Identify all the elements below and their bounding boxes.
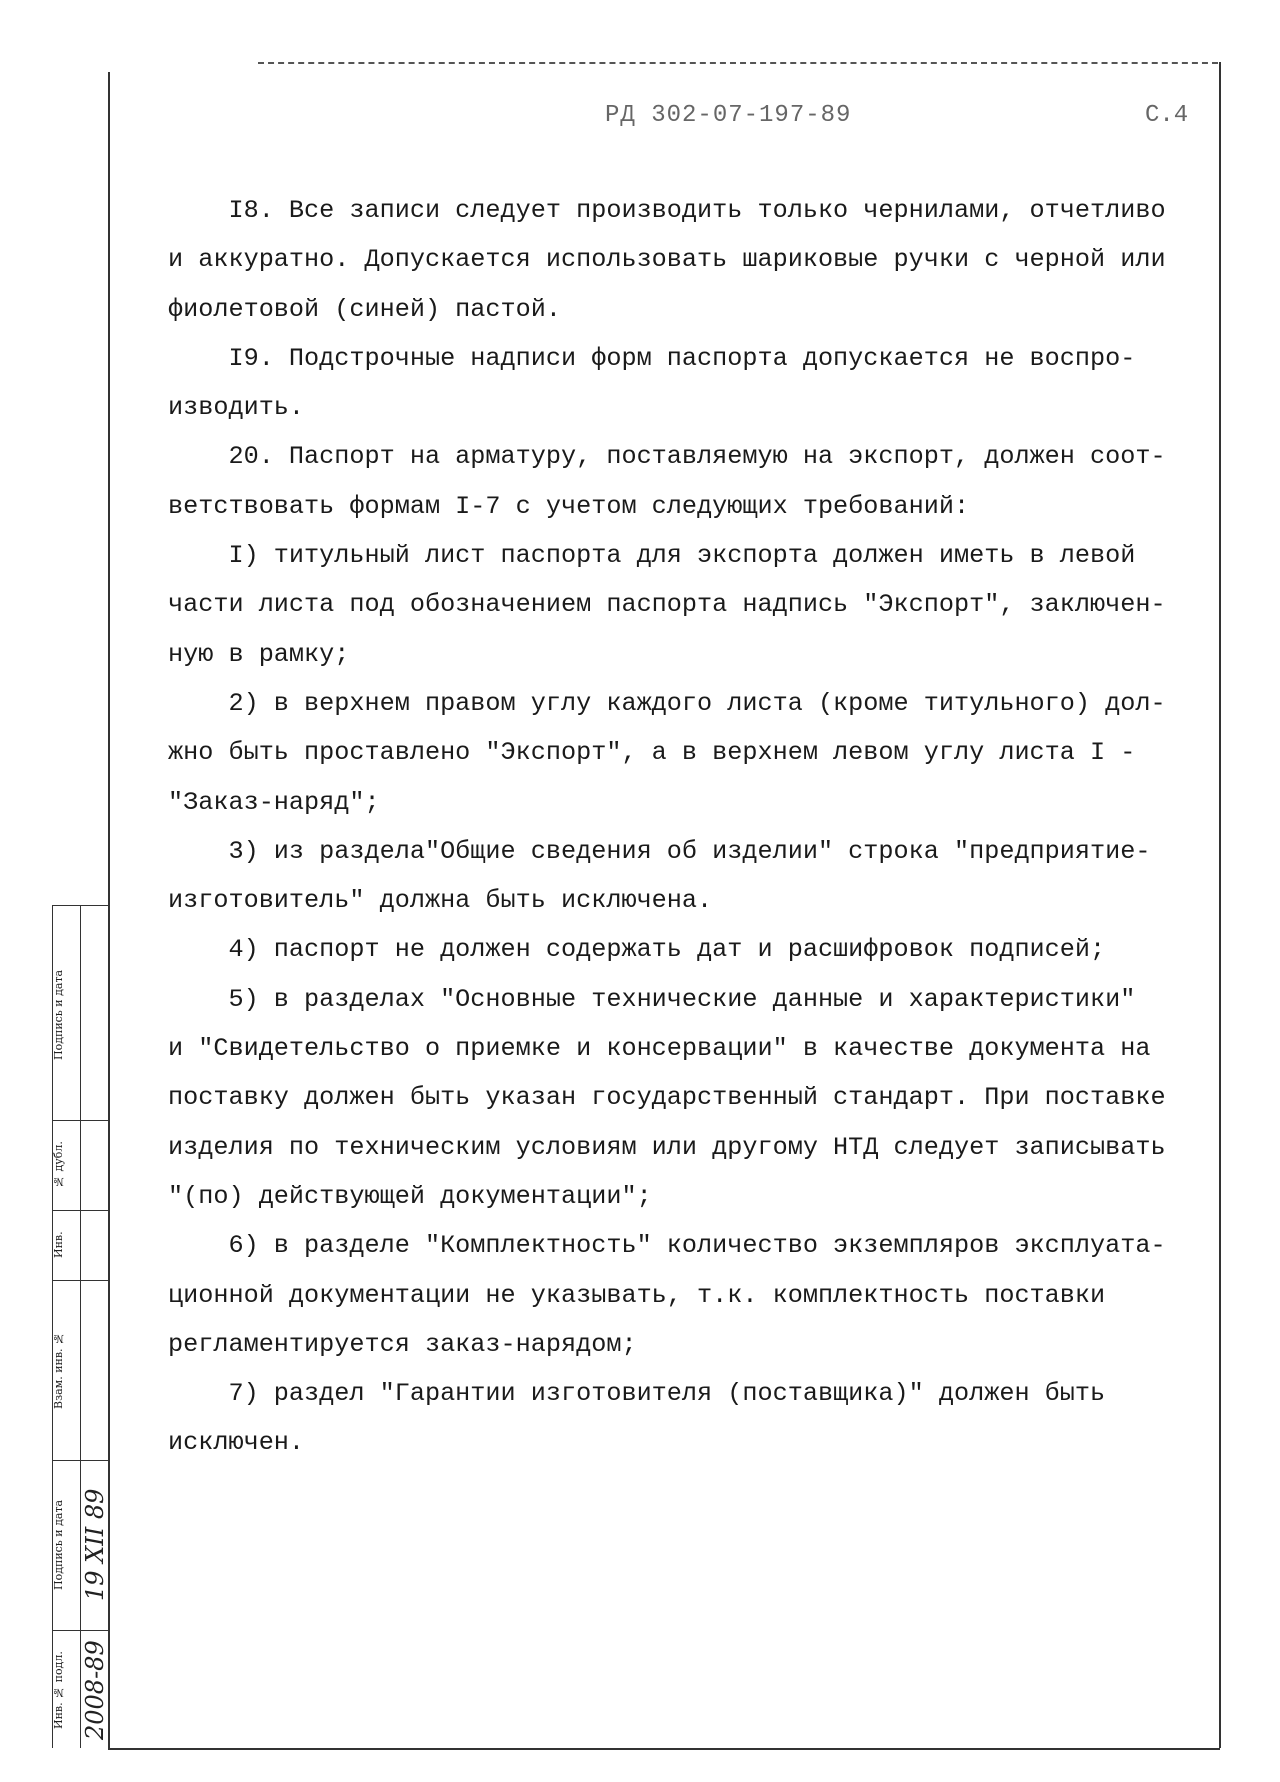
text-line: 2) в верхнем правом углу каждого листа (кроме титульного) дол- [168,688,1166,718]
text-line: части листа под обозначением паспорта надпись "Экспорт", заключен- [168,590,1166,620]
frame-bottom-line [108,1748,1220,1750]
frame-top-line [258,62,1218,64]
frame-right-line [1219,62,1221,1748]
stamp-hline [52,1630,108,1631]
stamp-label-original-inv: Инв. № подл. [52,1651,65,1729]
text-line: жно быть проставлено "Экспорт", а в верхнем левом углу листа I - [168,738,1136,768]
stamp-label-replacement-inv: Взам. инв. № [52,1331,65,1409]
handwritten-inv-number: 2008-89 [81,1640,109,1740]
text-line: изготовитель" должна быть исключена. [168,886,713,916]
stamp-label-signature-date-2: Подпись и дата [52,1499,65,1591]
text-line: 5) в разделах "Основные технические данные и характеристики" [168,984,1136,1014]
text-line: изводить. [168,393,305,423]
stamp-label-signature-date: Подпись и дата [52,969,65,1061]
stamp-label-inv: Инв. [52,1231,65,1259]
stamp-label-dupl-inv: № дубл. [52,1141,65,1189]
text-line: фиолетовой (синей) пастой. [168,294,561,324]
text-line: изделия по техническим условиям или другому НТД следует записывать [168,1132,1166,1162]
text-line: 6) в разделе "Комплектность" количество экземпляров эксплуата- [168,1231,1166,1261]
text-line: ную в рамку; [168,639,350,669]
text-line: I9. Подстрочные надписи форм паспорта допускается не воспро- [168,343,1136,373]
text-line: поставку должен быть указан государственный стандарт. При поставке [168,1083,1166,1113]
text-line: "Заказ-наряд"; [168,787,380,817]
body-text [168,186,1198,1468]
text-line: 4) паспорт не должен содержать дат и расшифровок подписей; [168,935,1106,965]
stamp-hline [52,1210,108,1211]
text-line: I8. Все записи следует производить только чернилами, отчетливо [168,196,1166,225]
text-line: 20. Паспорт на арматуру, поставляемую на экспорт, должен соот- [168,442,1166,472]
text-line: и аккуратно. Допускается использовать шариковые ручки с черной или [168,245,1166,275]
text-line: и "Свидетельство о приемке и консервации" в качестве документа на [168,1034,1151,1064]
text-line: исключен. [168,1428,305,1458]
stamp-hline [52,1120,108,1121]
text-line: регламентируется заказ-нарядом; [168,1329,637,1359]
stamp-hline [52,905,108,906]
text-line: ционной документации не указывать, т.к. комплектность поставки [168,1280,1106,1310]
left-stamp-column [52,905,108,1748]
text-line: I) титульный лист паспорта для экспорта должен иметь в левой [168,541,1136,571]
text-line: ветствовать формам I-7 с учетом следующих требований: [168,491,970,521]
text-line: 7) раздел "Гарантии изготовителя (поставщика)" должен быть [168,1379,1106,1409]
text-line: 3) из раздела"Общие сведения об изделии" строка "предприятие- [168,836,1151,866]
handwritten-date: 19 XII 89 [81,1488,109,1602]
stamp-hline [52,1460,108,1461]
document-code: РД 302-07-197-89 [605,102,852,129]
page-number: С.4 [1145,102,1189,129]
stamp-hline [52,1280,108,1281]
text-line: "(по) действующей документации"; [168,1181,652,1211]
